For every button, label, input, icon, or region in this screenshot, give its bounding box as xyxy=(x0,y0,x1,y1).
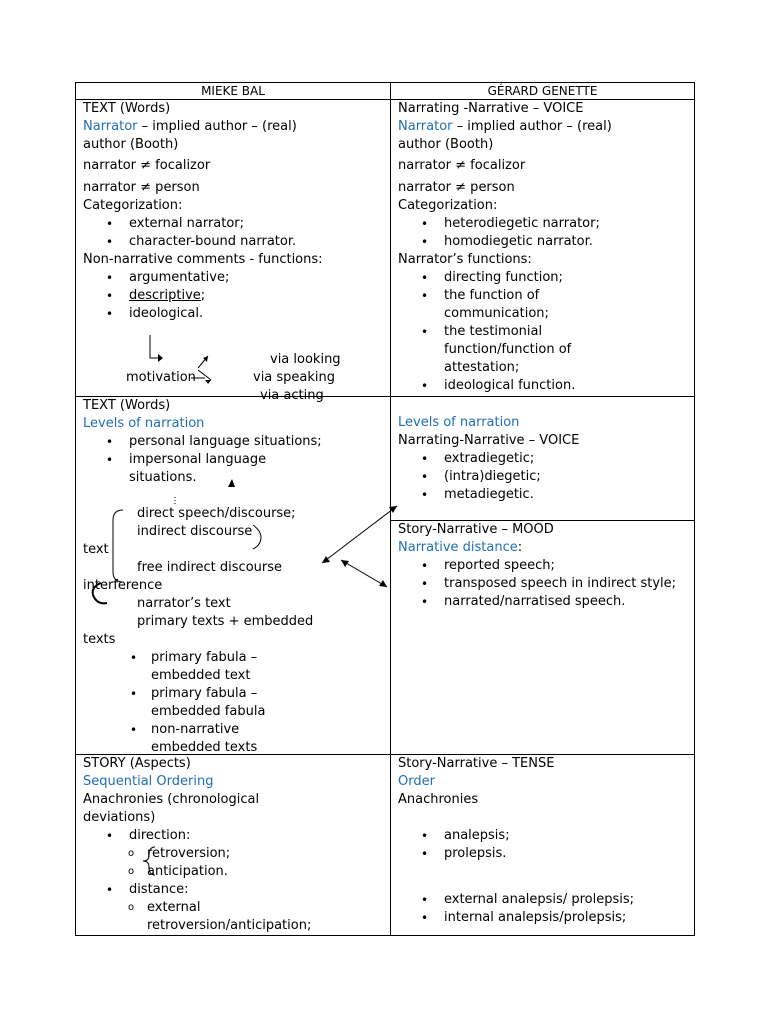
levels-list xyxy=(398,450,694,504)
narrator-line: Narrator – implied author – (real) xyxy=(83,119,297,134)
list-item: • ideological. xyxy=(83,305,390,323)
section-title: TEXT (Words) xyxy=(83,398,171,413)
via-speaking: via speaking xyxy=(253,370,336,385)
list-item: • the function of communication; xyxy=(398,287,598,323)
list-item: • distance: xyxy=(83,881,390,899)
list-item: • extradiegetic; xyxy=(398,450,694,468)
list-item: • primary fabula – embedded text xyxy=(83,649,311,685)
categorization-list xyxy=(83,215,390,251)
distance-line: Narrative distance: xyxy=(398,540,523,555)
section-title: Narrating-Narrative – VOICE xyxy=(398,433,580,448)
cell-genette-split xyxy=(391,397,695,755)
levels-heading: Levels of narration xyxy=(398,415,520,430)
list-item: • ideological function. xyxy=(398,377,598,395)
functions-label: Narrator’s functions: xyxy=(398,252,532,267)
section-title: Narrating -Narrative – VOICE xyxy=(398,101,584,116)
external-internal-list xyxy=(398,891,694,927)
list-item: • non-narrative embedded texts xyxy=(83,721,311,757)
functions-list xyxy=(83,269,390,323)
cell-bal-levels xyxy=(76,397,391,755)
list-item: o anticipation. xyxy=(83,863,390,881)
via-acting: via acting xyxy=(260,388,324,403)
distance-sublist xyxy=(83,899,390,935)
non-narrative-label: Non-narrative comments - functions: xyxy=(83,252,323,267)
cell-bal-story xyxy=(76,755,391,936)
order-heading: Order xyxy=(398,774,435,789)
list-item: • character-bound narrator. xyxy=(83,233,390,251)
list-item: • narrated/narratised speech. xyxy=(398,593,688,611)
list-item: • analepsis; xyxy=(398,827,694,845)
list-item: • personal language situations; xyxy=(83,433,333,451)
interference-label: interference xyxy=(83,578,163,593)
list-item: • (intra)diegetic; xyxy=(398,468,694,486)
distance-list xyxy=(83,881,390,899)
list-item: • direction: xyxy=(83,827,390,845)
section-title: STORY (Aspects) xyxy=(83,756,191,771)
comparison-table xyxy=(75,82,695,936)
direction-list xyxy=(83,827,390,845)
distance-list xyxy=(398,557,688,611)
indirect-discourse: indirect discourse xyxy=(137,524,253,539)
primary-texts: primary texts + embedded xyxy=(137,614,314,629)
cell-genette-voice xyxy=(391,100,695,397)
list-item: o external retroversion/anticipation; xyxy=(83,899,317,935)
row-order xyxy=(76,755,695,936)
list-item: • reported speech; xyxy=(398,557,688,575)
list-item: • external narrator; xyxy=(83,215,390,233)
anachronies-label: Anachronies (chronological deviations) xyxy=(83,792,260,825)
list-item: • directing function; xyxy=(398,269,598,287)
narrator-focalizor: narrator ≠ focalizor xyxy=(83,158,211,173)
direct-speech: direct speech/discourse; xyxy=(137,506,296,521)
section-title: Story-Narrative – MOOD xyxy=(398,522,554,537)
language-list xyxy=(83,433,333,487)
narrator-keyword: Narrator xyxy=(398,119,453,134)
genette-levels xyxy=(391,414,694,521)
distance-keyword: Narrative distance xyxy=(398,540,518,555)
narrators-text: narrator’s text xyxy=(137,596,231,611)
list-item: • the testimonial function/function of attestation; xyxy=(398,323,598,377)
list-item: • heterodiegetic narrator; xyxy=(398,215,694,233)
list-item: • homodiegetic narrator. xyxy=(398,233,694,251)
narrator-line-2: author (Booth) xyxy=(398,137,494,152)
narrator-person: narrator ≠ person xyxy=(398,180,515,195)
list-item: • impersonal language situations. xyxy=(83,451,333,487)
header-row xyxy=(76,83,695,100)
embedded-list xyxy=(83,649,383,757)
list-item: • descriptive; xyxy=(83,287,390,305)
list-item: • external analepsis/ prolepsis; xyxy=(398,891,694,909)
sequential-heading: Sequential Ordering xyxy=(83,774,214,789)
header-mieke-bal: MIEKE BAL xyxy=(76,83,391,100)
cell-genette-tense xyxy=(391,755,695,936)
analepsis-list xyxy=(398,827,694,863)
narrator-keyword: Narrator xyxy=(83,119,138,134)
list-item: • argumentative; xyxy=(83,269,390,287)
anachronies-label: Anachronies xyxy=(398,792,479,807)
comparison-page xyxy=(75,82,694,936)
row-levels xyxy=(76,397,695,755)
categorization-label: Categorization: xyxy=(83,198,183,213)
list-item: • transposed speech in indirect style; xyxy=(398,575,688,593)
narrator-person: narrator ≠ person xyxy=(83,180,200,195)
cell-bal-narrator xyxy=(76,100,391,403)
genette-mood xyxy=(391,521,694,611)
list-item: • primary fabula – embedded fabula xyxy=(83,685,311,721)
list-item: • internal analepsis/prolepsis; xyxy=(398,909,694,927)
free-indirect: free indirect discourse xyxy=(137,560,283,575)
header-gerard-genette: GÉRARD GENETTE xyxy=(391,83,695,100)
motivation-label: motivation xyxy=(126,370,196,385)
list-item: o retroversion; xyxy=(83,845,390,863)
categorization-label: Categorization: xyxy=(398,198,498,213)
levels-heading: Levels of narration xyxy=(83,416,205,431)
texts-label: texts xyxy=(83,632,116,647)
list-item: • prolepsis. xyxy=(398,845,694,863)
categorization-list xyxy=(398,215,694,251)
row-narrator xyxy=(76,100,695,397)
narrator-line-2: author (Booth) xyxy=(83,137,179,152)
section-title: Story-Narrative – TENSE xyxy=(398,756,555,771)
section-title: TEXT (Words) xyxy=(83,101,171,116)
text-label: text xyxy=(83,542,109,557)
list-item: • metadiegetic. xyxy=(398,486,694,504)
narrator-line: Narrator – implied author – (real) xyxy=(398,119,612,134)
direction-sublist xyxy=(83,845,390,881)
narrator-focalizor: narrator ≠ focalizor xyxy=(398,158,526,173)
via-looking: via looking xyxy=(270,352,341,367)
functions-list xyxy=(398,269,598,395)
